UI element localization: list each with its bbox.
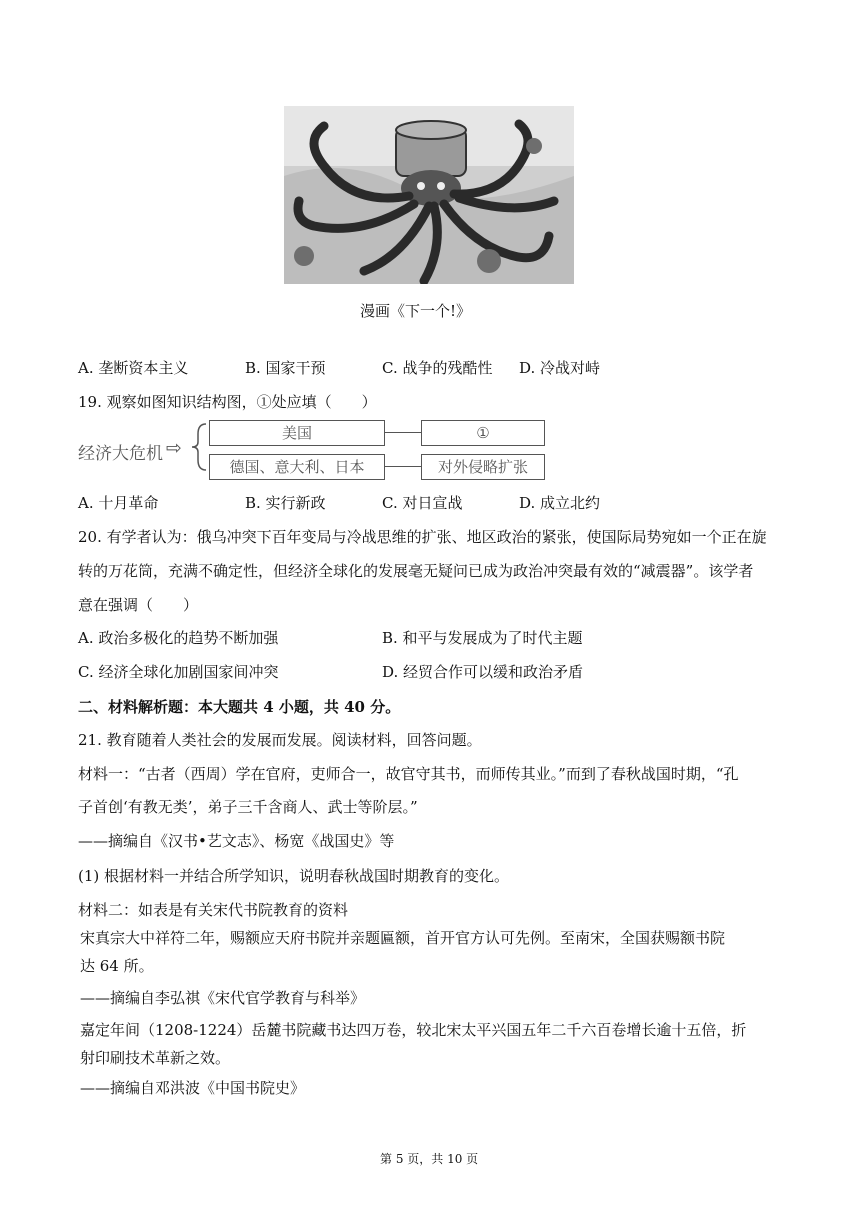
arrow-right-icon: ⇨ xyxy=(166,437,182,459)
q19-stem: 19. 观察如图知识结构图，①处应填（ ） xyxy=(78,393,377,411)
q19-option-d[interactable]: D. 成立北约 xyxy=(519,494,601,512)
q18-option-b[interactable]: B. 国家干预 xyxy=(245,359,326,377)
diagram-root: 经济大危机 xyxy=(78,444,163,464)
material2-label: 材料二：如表是有关宋代书院教育的资料 xyxy=(78,901,349,919)
q21-question1: (1) 根据材料一并结合所学知识，说明春秋战国时期教育的变化。 xyxy=(78,867,510,885)
q20-option-a[interactable]: A. 政治多极化的趋势不断加强 xyxy=(78,629,279,647)
diagram-connector xyxy=(385,466,421,467)
q19-option-a[interactable]: A. 十月革命 xyxy=(78,494,159,512)
brace-icon xyxy=(190,422,210,472)
table-row-line: 达 64 所。 xyxy=(80,957,154,975)
q18-option-d[interactable]: D. 冷战对峙 xyxy=(519,359,601,377)
q20-option-d[interactable]: D. 经贸合作可以缓和政治矛盾 xyxy=(382,663,584,681)
q20-stem-line: 转的万花筒，充满不确定性，但经济全球化的发展毫无疑问已成为政治冲突最有效的“减震器”。该学者 xyxy=(78,562,754,580)
q21-intro: 21. 教育随着人类社会的发展而发展。阅读材料，回答问题。 xyxy=(78,731,482,749)
diagram-box-axis-powers: 德国、意大利、日本 xyxy=(209,454,385,480)
q20-stem-line: 意在强调（ ） xyxy=(78,596,199,614)
q20-option-c[interactable]: C. 经济全球化加剧国家间冲突 xyxy=(78,663,279,681)
q19-option-c[interactable]: C. 对日宣战 xyxy=(382,494,463,512)
diagram-box-usa: 美国 xyxy=(209,420,385,446)
cartoon-caption: 漫画《下一个!》 xyxy=(360,302,472,320)
table-row-source: ——摘编自邓洪波《中国书院史》 xyxy=(80,1079,306,1097)
q19-option-b[interactable]: B. 实行新政 xyxy=(245,494,326,512)
diagram-box-aggression: 对外侵略扩张 xyxy=(421,454,545,480)
page-number: 第 5 页，共 10 页 xyxy=(380,1152,479,1166)
table-row-source: ——摘编自李弘祺《宋代官学教育与科举》 xyxy=(80,989,366,1007)
table-row-line: 嘉定年间（1208-1224）岳麓书院藏书达四万卷，较北宋太平兴国五年二千六百卷增长逾十五倍，折 xyxy=(80,1021,747,1039)
diagram-connector xyxy=(385,432,421,433)
table-row-line: 射印刷技术革新之效。 xyxy=(80,1049,231,1067)
diagram-box-blank: ① xyxy=(421,420,545,446)
table-row-line: 宋真宗大中祥符二年，赐额应天府书院并亲题匾额，首开官方认可先例。至南宋，全国获赐额书院 xyxy=(80,929,726,947)
q20-stem-line: 20. 有学者认为：俄乌冲突下百年变局与冷战思维的扩张、地区政治的紧张，使国际局势宛如一个正在旋 xyxy=(78,528,767,546)
section-heading: 二、材料解析题：本大题共 4 小题，共 40 分。 xyxy=(78,698,401,716)
material1-source: ——摘编自《汉书•艺文志》、杨宽《战国史》等 xyxy=(78,832,395,850)
material1-line: 子首创‘有教无类’，弟子三千含商人、武士等阶层。” xyxy=(78,798,418,816)
cartoon-image xyxy=(284,106,574,284)
octopus-illustration xyxy=(284,106,574,284)
material1-line: 材料一：“古者（西周）学在官府，吏师合一，故官守其书，而师传其业。”而到了春秋战国时期，“孔 xyxy=(78,765,739,783)
q20-option-b[interactable]: B. 和平与发展成为了时代主题 xyxy=(382,629,583,647)
q18-option-c[interactable]: C. 战争的残酷性 xyxy=(382,359,493,377)
q18-option-a[interactable]: A. 垄断资本主义 xyxy=(78,359,189,377)
